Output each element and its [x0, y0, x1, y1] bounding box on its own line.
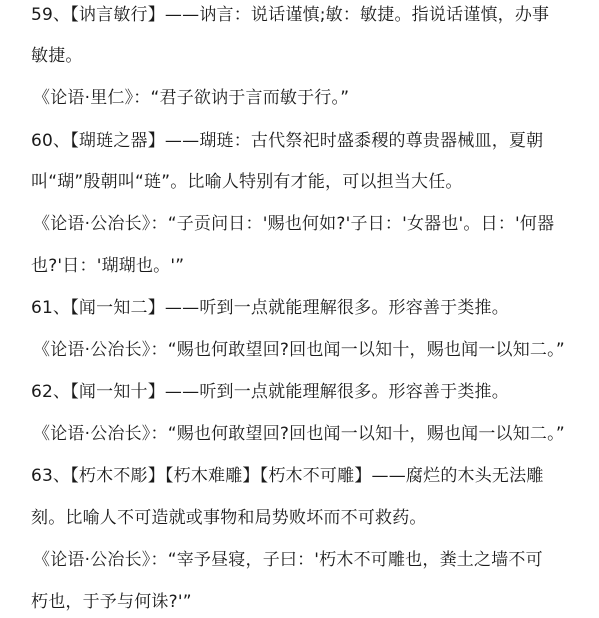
entry-61-quote-line-1: 《论语·公冶长》：“赐也何敢望回?回也闻一以知十，赐也闻一以知二。”	[33, 340, 565, 360]
entry-59-definition-line-1: 59、【讷言敏行】——讷言：说话谨慎;敏：敏捷。指说话谨慎，办事	[31, 5, 550, 25]
entry-59-quote-line-1: 《论语·里仁》：“君子欲讷于言而敏于行。”	[33, 88, 350, 108]
entry-60-definition-line-2: 叫“瑚”殷朝叫“琏”。比喻人特别有才能，可以担当大任。	[31, 172, 463, 192]
entry-61-definition-line-1: 61、【闻一知二】——听到一点就能理解很多。形容善于类推。	[31, 298, 509, 318]
entry-63-quote-line-2: 朽也，于予与何诛?'”	[31, 592, 192, 612]
entry-59-definition-line-2: 敏捷。	[31, 46, 83, 66]
entry-60-quote-line-2: 也?'日：'瑚瑚也。'”	[31, 256, 185, 276]
entry-60-definition-line-1: 60、【瑚琏之器】——瑚琏：古代祭祀时盛黍稷的尊贵器械皿，夏朝	[31, 131, 544, 151]
entry-63-definition-line-1: 63、【朽木不彫】【朽木难雕】【朽木不可雕】——腐烂的木头无法雕	[31, 466, 544, 486]
entry-63-quote-line-1: 《论语·公冶长》：“宰予昼寝，子曰：'朽木不可雕也，粪土之墙不可	[33, 550, 543, 570]
entry-62-quote-line-1: 《论语·公冶长》：“赐也何敢望回?回也闻一以知十，赐也闻一以知二。”	[33, 424, 565, 444]
entry-63-definition-line-2: 刻。比喻人不可造就或事物和局势败坏而不可救药。	[31, 508, 427, 528]
entry-62-definition-line-1: 62、【闻一知十】——听到一点就能理解很多。形容善于类推。	[31, 382, 509, 402]
entry-60-quote-line-1: 《论语·公冶长》：“子贡问日：'赐也何如?'子日：'女器也'。日：'何器	[33, 214, 555, 234]
